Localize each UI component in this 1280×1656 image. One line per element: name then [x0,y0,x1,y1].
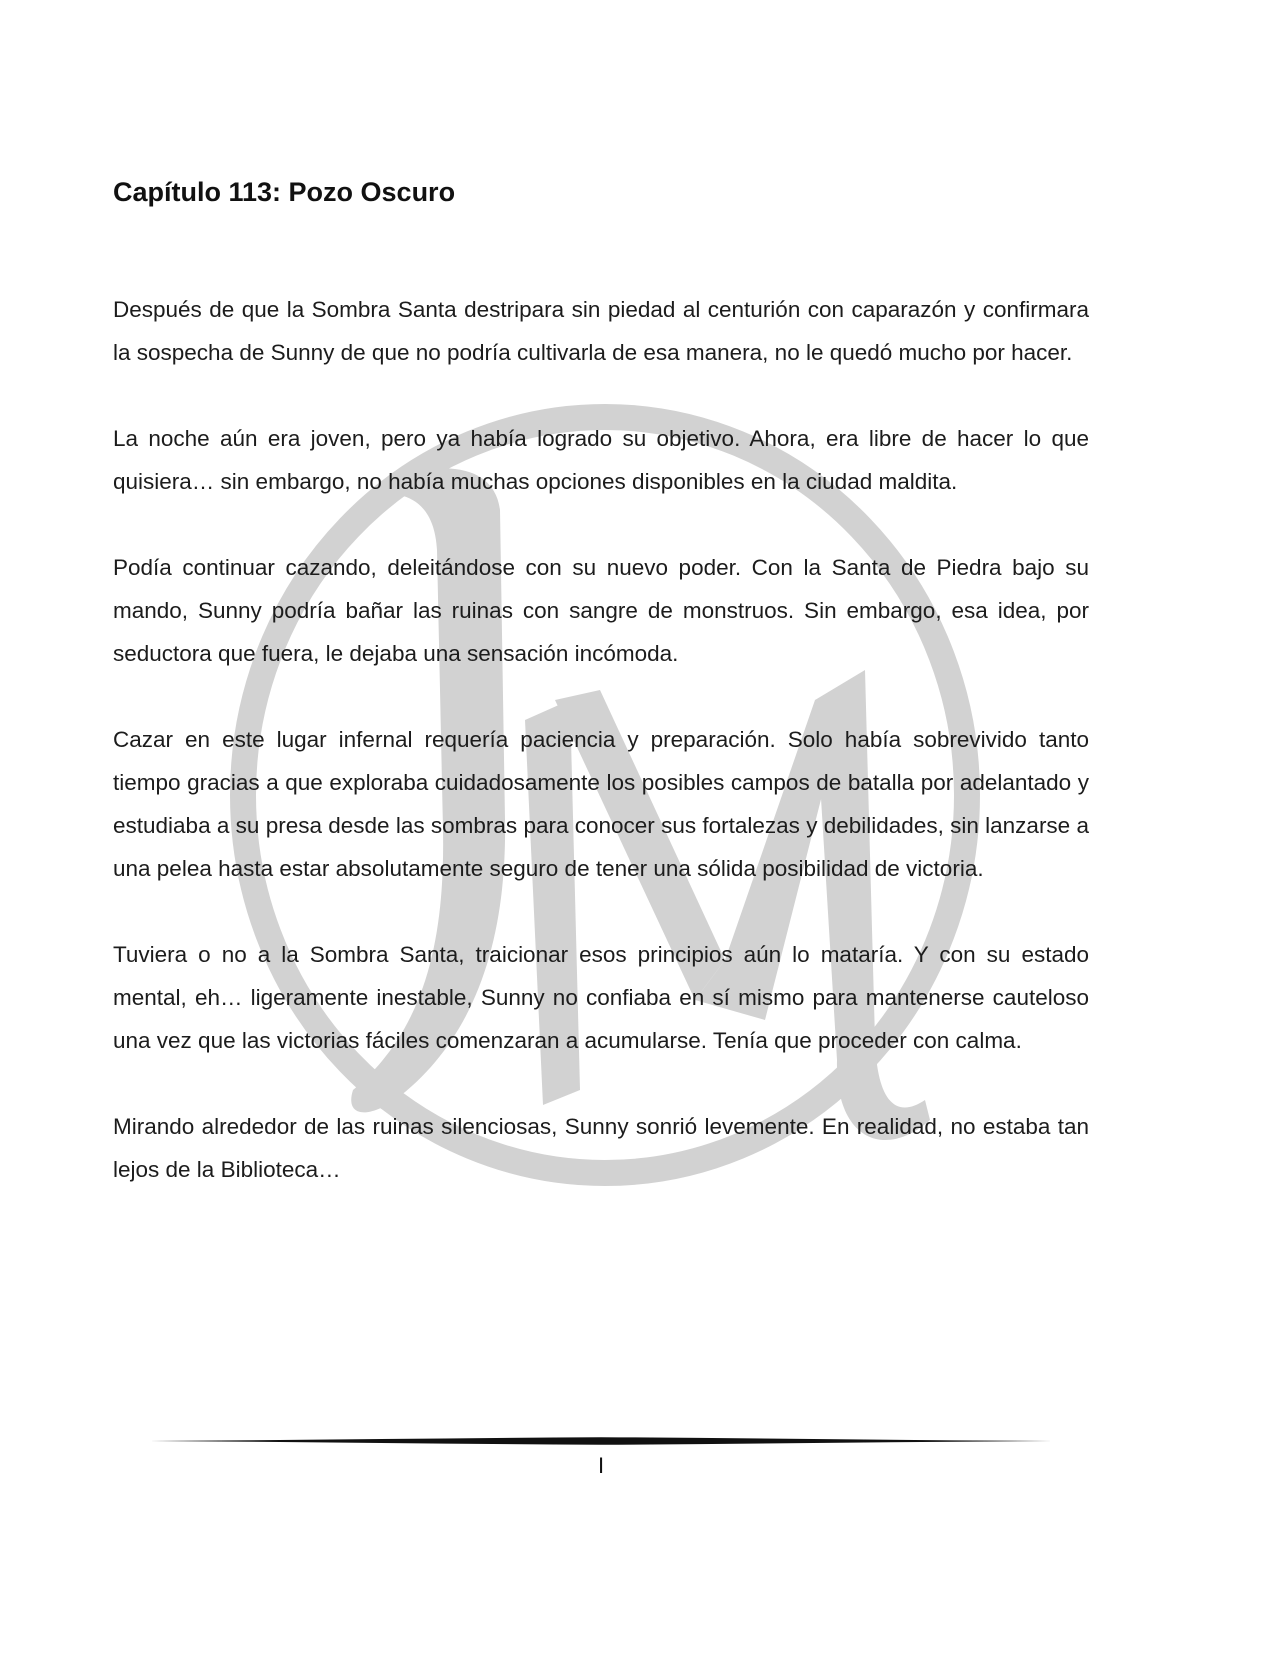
paragraph: Mirando alrededor de las ruinas silenciosas, Sunny sonrió levemente. En realidad, no estaba tan lejos de la Biblioteca… [113,1114,1089,1182]
page-number: I [597,1453,605,1478]
paragraph: Tuviera o no a la Sombra Santa, traicionar esos principios aún lo mataría. Y con su estado mental, eh… ligeramente inestable, Sunny no confiaba en sí mismo para mantenerse cauteloso una vez que las victorias fáciles comenzaran a acumularse. Tenía que proceder con calma. [113,942,1089,1053]
chapter-content [113,172,1089,1234]
chapter-body [113,288,1089,1191]
paragraph: La noche aún era joven, pero ya había logrado su objetivo. Ahora, era libre de hacer lo que quisiera… sin embargo, no había muchas opciones disponibles en la ciudad maldita. [113,426,1089,494]
paragraph: Cazar en este lugar infernal requería paciencia y preparación. Solo había sobrevivido tanto tiempo gracias a que exploraba cuidadosamente los posibles campos de batalla por adelantado y estudiaba a su presa desde las sombras para conocer sus fortalezas y debilidades, sin lanzarse a una pelea hasta estar absolutamente seguro de tener una sólida posibilidad de victoria. [113,727,1089,881]
footer-divider [150,1436,1052,1446]
chapter-title: Capítulo 113: Pozo Oscuro [113,177,456,207]
paragraph: Podía continuar cazando, deleitándose con su nuevo poder. Con la Santa de Piedra bajo su mando, Sunny podría bañar las ruinas con sangre de monstruos. Sin embargo, esa idea, por seductora que fuera, le dejaba una sensación incómoda. [113,555,1089,666]
paragraph: Después de que la Sombra Santa destripara sin piedad al centurión con caparazón y confirmara la sospecha de Sunny de que no podría cultivarla de esa manera, no le quedó mucho por hacer. [113,297,1089,365]
